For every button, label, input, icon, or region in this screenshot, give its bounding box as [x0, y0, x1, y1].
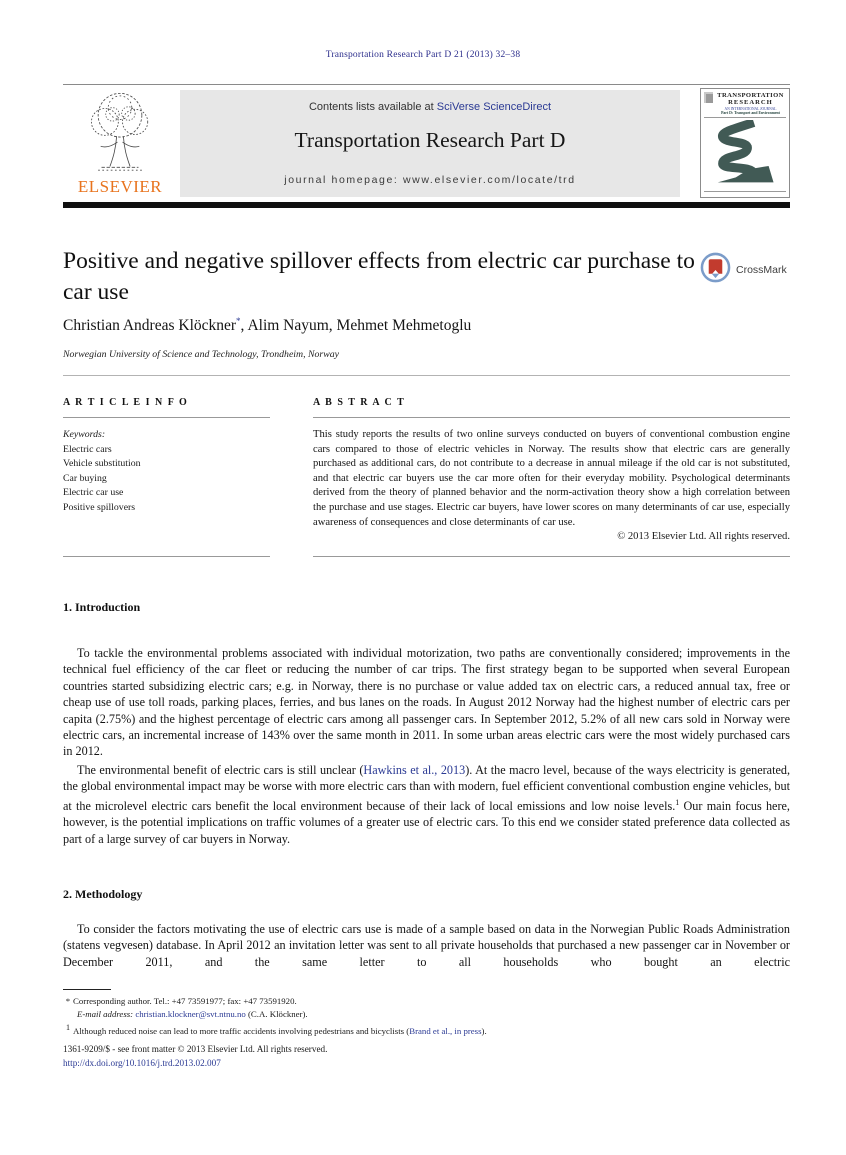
article-title: Positive and negative spillover effects from electric car purchase to car use [63, 248, 695, 305]
running-head: Transportation Research Part D 21 (2013) 32–38 [325, 50, 521, 60]
journal-homepage-link[interactable]: journal homepage: www.elsevier.com/locate/trd [284, 174, 576, 186]
crossmark-badge[interactable] [700, 252, 810, 288]
email-label: E-mail address: [77, 1009, 134, 1019]
doi-link[interactable]: http://dx.doi.org/10.1016/j.trd.2013.02.007 [63, 1058, 221, 1068]
sciverse-sciencedirect-link[interactable]: SciVerse ScienceDirect [436, 101, 552, 113]
crossmark-label: CrossMark [736, 264, 787, 276]
cover-subtitle: AN INTERNATIONAL JOURNAL [724, 107, 777, 111]
footer-doi-line [63, 1058, 221, 1068]
footnote-1-marker: 1 [66, 1023, 70, 1032]
elsevier-tree-icon [68, 161, 172, 178]
section-heading-methodology: 2. Methodology [63, 887, 143, 901]
contents-prefix: Contents lists available at [308, 101, 437, 113]
footnote-1 [63, 1021, 790, 1038]
abstract-copyright: © 2013 Elsevier Ltd. All rights reserved. [617, 531, 790, 543]
cover-crest-icon [704, 92, 713, 103]
crossmark-icon [700, 252, 731, 288]
cover-title-line2: RESEARCH [728, 99, 773, 106]
info-abstract-section [63, 393, 790, 557]
journal-title: Transportation Research Part D [294, 128, 566, 152]
intro-paragraph-2 [63, 762, 790, 847]
footnote-1-post: ). [481, 1025, 487, 1036]
elsevier-logo[interactable] [63, 90, 177, 198]
intro-p2-post: Our main focus here, however, is the potential implications on traffic volumes of a greater use of electric cars. To this end we consider stated preference data collected as part of a large survey of car buyers in Norway. [63, 798, 790, 846]
citation-link-hawkins[interactable]: Hawkins et al., 2013 [363, 763, 466, 777]
title-divider-rule [63, 375, 790, 376]
abstract-text: This study reports the results of two online surveys conducted on buyers of conventional combustion engine cars compared to those of electric vehicles in Norway. The results show that electric cars are generally purchased as additional cars, do not contribute to a decrease in annual mileage if the old car is not substituted, and that electric car buyers use the car more often for their everyday mobility. Psychological determinants derived from the theory of planned behavior and the norm-activation theory show a high correlation between the purchase and use stages. Electric car buyers, have lower scores on many determinants of car use, especially awareness of consequences and close determinants of car use. [313, 429, 790, 528]
authors-rest: , Alim Nayum, Mehmet Mehmetoglu [240, 317, 472, 335]
intro-p2-mid: ). At the macro level, because of the ways electricity is generated, the global environmental impact may be worse with more electric cars than with modern, fuel efficient conventional combustion engine vehicles, but at the microlevel electric cars benefit the local environment because of their lack of local emissions and low noise levels. [63, 763, 791, 813]
intro-p2-pre: The environmental benefit of electric cars is still unclear ( [77, 763, 364, 777]
footnote-corresponding-author [63, 995, 790, 1008]
footer-issn-line: 1361-9209/$ - see front matter © 2013 Elsevier Ltd. All rights reserved. [63, 1044, 328, 1054]
footnote-email [63, 1008, 790, 1021]
intro-paragraph-1: To tackle the environmental problems associated with individual motorization, two paths are conventionally considered; improvements in the technical fuel efficiency of the car fleet or reducing the number of car trips. The first strategy began to be supported when several European countries started subsidizing electric cars; e.g. in Norway, there is no purchase or value added tax on electric cars, a reduced annual tax, free or cheap use of use toll roads, parking places, ferries, and bus lanes on the roads. In August 2012 Norway had the highest number of electric cars per capita (2.75%) and the highest percentage of electric cars among all passenger cars. In September 2012, 5.2% of all new cars sold in Norway were electric cars, an incremental increase of 143% over the same month in 2011. In some urban areas electric cars were the most widely purchased cars in 2012. [63, 646, 790, 759]
author-first: Christian Andreas Klöckner [63, 317, 237, 335]
keywords-label: Keywords: [63, 429, 106, 440]
keyword-item: Positive spillovers [63, 501, 136, 513]
authors-line [63, 316, 471, 335]
footnote-ref-1[interactable]: 1 [675, 797, 680, 807]
methodology-paragraph-1: To consider the factors motivating the use of electric cars use is made of a sample based on data in the Norwegian Public Roads Administration (statens vegvesen) database. In April 2012 an invitation letter was sent to all private households that purchased a new passenger car in November or December 2011, and the same letter to all households who bought an electric [63, 922, 790, 969]
email-post: (C.A. Klöckner). [245, 1009, 308, 1019]
cover-road-icon [704, 171, 784, 188]
keyword-item: Car buying [63, 472, 107, 484]
cover-bottom-rule [704, 191, 786, 192]
footnote-star-marker: * [65, 996, 71, 1006]
contents-list-line [180, 101, 680, 113]
header-separator-bar [63, 202, 790, 208]
footnote-1-pre: Although reduced noise can lead to more traffic accidents involving pedestrians and bicyclists ( [73, 1025, 410, 1036]
article-info-rule [63, 417, 270, 418]
keyword-item: Electric car use [63, 487, 124, 498]
keyword-item: Electric cars [63, 443, 112, 455]
citation-link-brand[interactable]: Brand et al., in press [409, 1025, 482, 1036]
cover-title-line1: TRANSPORTATION [717, 92, 784, 99]
abstract-rule [313, 417, 790, 418]
footnote-separator [63, 989, 111, 990]
header-top-rule [63, 84, 790, 85]
affiliation: Norwegian University of Science and Technology, Trondheim, Norway [63, 349, 340, 360]
abstract-column [313, 393, 790, 557]
section-heading-introduction: 1. Introduction [63, 600, 141, 614]
keyword-item: Vehicle substitution [63, 458, 141, 469]
footnote-star-text: Corresponding author. Tel.: +47 73591977; fax: +47 73591920. [73, 996, 297, 1006]
article-info-heading: A R T I C L E I N F O [63, 397, 189, 408]
abstract-heading: A B S T R A C T [313, 397, 406, 408]
cover-divider [704, 117, 786, 118]
cover-part-line: Part D: Transport and Environment [721, 111, 780, 115]
article-info-column [63, 393, 270, 557]
journal-banner [180, 90, 680, 197]
elsevier-wordmark: ELSEVIER [77, 177, 163, 196]
email-link[interactable]: christian.klockner@svt.ntnu.no [135, 1009, 246, 1019]
journal-cover-thumbnail[interactable] [700, 88, 790, 198]
corresponding-author-asterisk[interactable]: * [236, 316, 241, 326]
